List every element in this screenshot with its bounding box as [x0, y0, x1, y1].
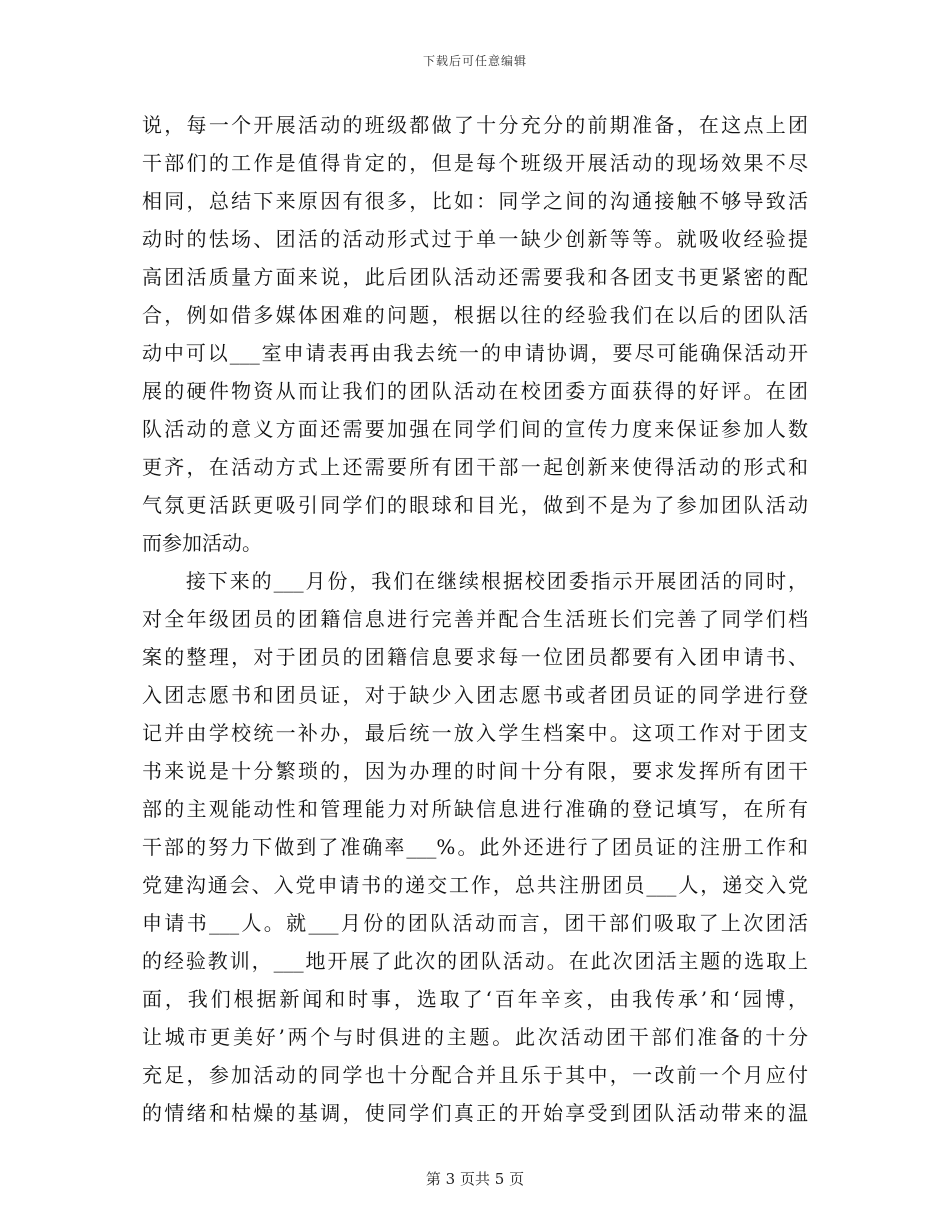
document-body — [142, 106, 808, 1132]
text-line: 接下来的___月份，我们在继续根据校团委指示开展团活的同时， — [142, 569, 808, 593]
text-line: 记并由学校统一补办，最后统一放入学生档案中。这项工作对于团支 — [142, 721, 808, 745]
text-line: 气氛更活跃更吸引同学们的眼球和目光，做到不是为了参加团队活动 — [142, 493, 808, 517]
text-line: 的情绪和枯燥的基调，使同学们真正的开始享受到团队活动带来的温 — [142, 1101, 808, 1125]
text-line: 更齐，在活动方式上还需要所有团干部一起创新来使得活动的形式和 — [142, 455, 808, 479]
page-header-note: 下载后可任意编辑 — [422, 54, 527, 68]
text-line: 而参加活动。 — [142, 531, 262, 555]
text-line: 党建沟通会、入党申请书的递交工作，总共注册团员___人，递交入党 — [142, 873, 808, 897]
text-line: 干部的努力下做到了准确率___%。此外还进行了团员证的注册工作和 — [142, 835, 808, 859]
text-line: 面，我们根据新闻和时事，选取了‘百年辛亥，由我传承’和‘园博， — [142, 987, 808, 1011]
text-line: 申请书___人。就___月份的团队活动而言，团干部们吸取了上次团活 — [142, 911, 808, 935]
page-number: 第 3 页共 5 页 — [425, 1170, 525, 1188]
text-line: 对全年级团员的团籍信息进行完善并配合生活班长们完善了同学们档 — [142, 607, 808, 631]
text-line: 让城市更美好’两个与时俱进的主题。此次活动团干部们准备的十分 — [142, 1025, 808, 1049]
text-line: 高团活质量方面来说，此后团队活动还需要我和各团支书更紧密的配 — [142, 265, 808, 289]
text-line: 入团志愿书和团员证，对于缺少入团志愿书或者团员证的同学进行登 — [142, 683, 808, 707]
text-line: 的经验教训，___地开展了此次的团队活动。在此次团活主题的选取上 — [142, 949, 808, 973]
text-line: 动中可以___室申请表再由我去统一的申请协调，要尽可能确保活动开 — [142, 341, 808, 365]
text-line: 动时的怯场、团活的活动形式过于单一缺少创新等等。就吸收经验提 — [142, 227, 808, 251]
text-line: 队活动的意义方面还需要加强在同学们间的宣传力度来保证参加人数 — [142, 417, 808, 441]
text-line: 合，例如借多媒体困难的问题，根据以往的经验我们在以后的团队活 — [142, 303, 808, 327]
text-line: 案的整理，对于团员的团籍信息要求每一位团员都要有入团申请书、 — [142, 645, 808, 669]
text-line: 充足，参加活动的同学也十分配合并且乐于其中，一改前一个月应付 — [142, 1063, 808, 1087]
text-line: 展的硬件物资从而让我们的团队活动在校团委方面获得的好评。在团 — [142, 379, 808, 403]
text-line: 相同，总结下来原因有很多，比如：同学之间的沟通接触不够导致活 — [142, 189, 808, 213]
text-line: 说，每一个开展活动的班级都做了十分充分的前期准备，在这点上团 — [142, 113, 808, 137]
text-line: 干部们的工作是值得肯定的，但是每个班级开展活动的现场效果不尽 — [142, 151, 808, 175]
text-line: 部的主观能动性和管理能力对所缺信息进行准确的登记填写，在所有 — [142, 797, 808, 821]
text-line: 书来说是十分繁琐的，因为办理的时间十分有限，要求发挥所有团干 — [142, 759, 808, 783]
